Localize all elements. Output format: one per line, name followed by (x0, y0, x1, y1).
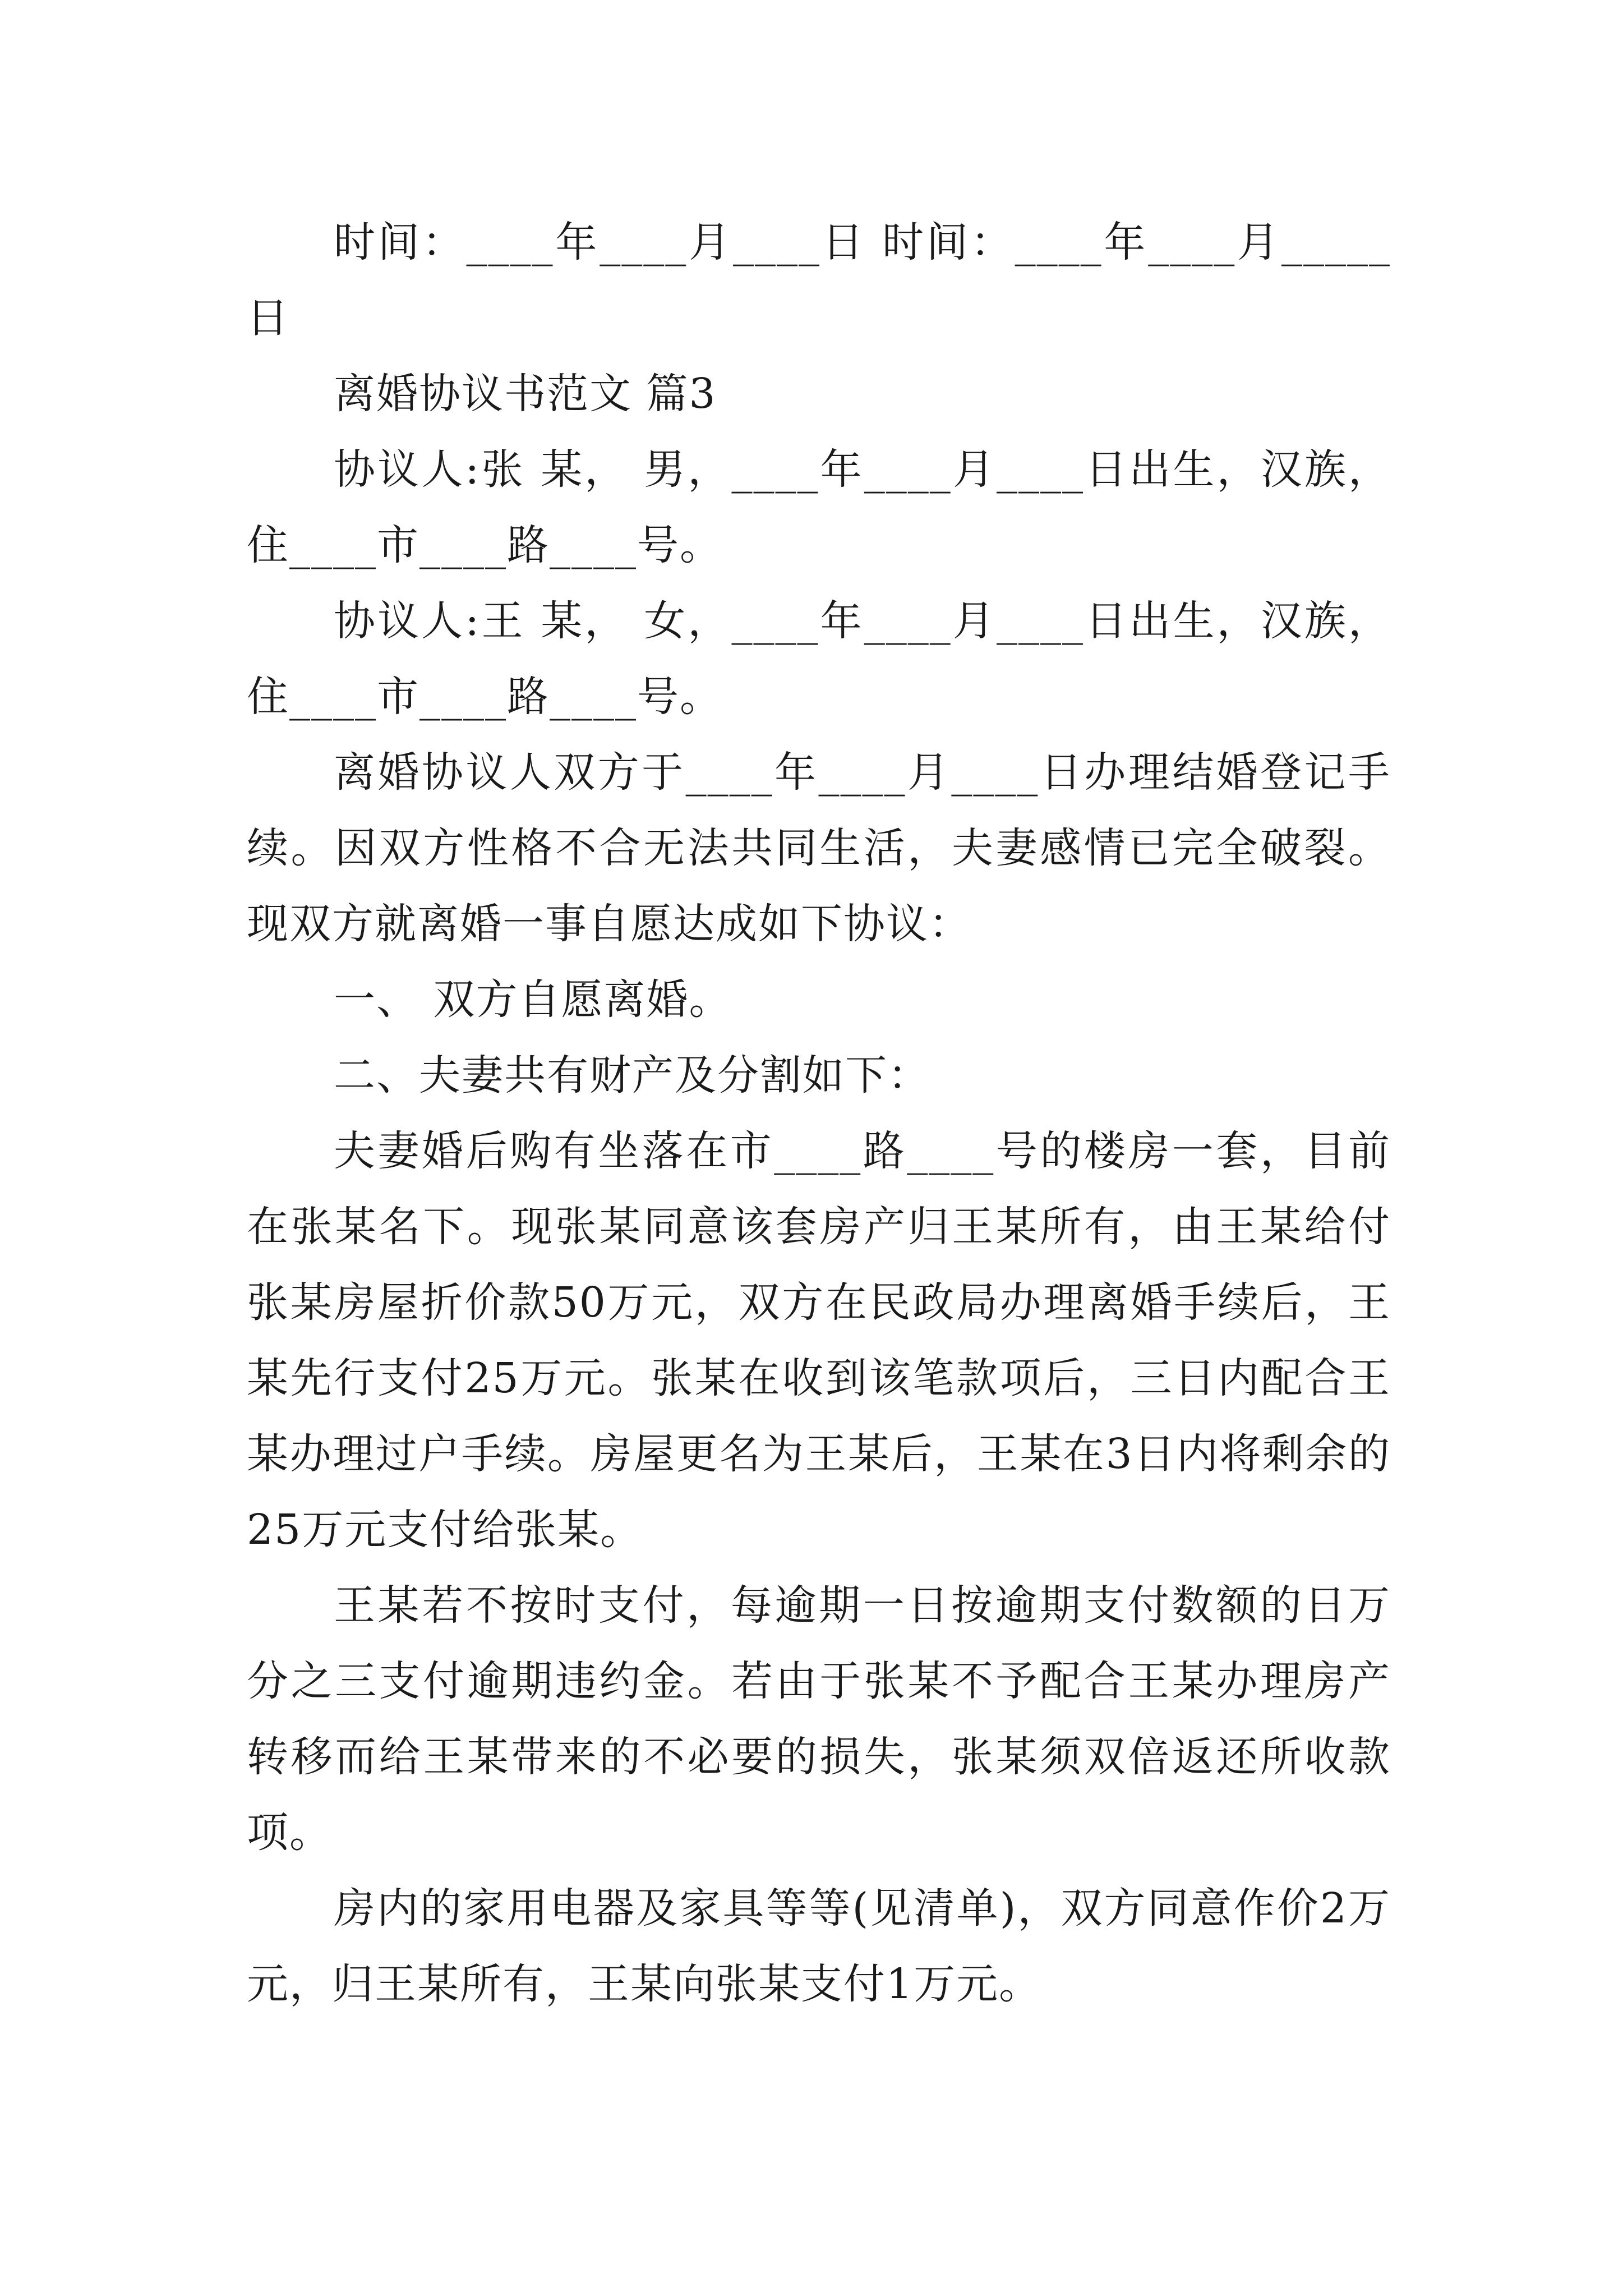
furniture-paragraph: 房内的家用电器及家具等等(见清单)，双方同意作价2万元，归王某所有，王某向张某支付1万元。 (247, 1884, 1391, 2008)
clause-one: 一、 双方自愿离婚。 (334, 976, 732, 1024)
penalty-paragraph: 王某若不按时支付，每逾期一日按逾期支付数额的日万分之三支付逾期违约金。若由于张某不予配合王某办理房产转移而给王某带来的不必要的损失，张某须双倍返还所收款项。 (247, 1581, 1391, 1857)
property-paragraph: 夫妻婚后购有坐落在市____路____号的楼房一套，目前在张某名下。现张某同意该套房产归王某所有，由王某给付张某房屋折价款50万元，双方在民政局办理离婚手续后，王某先行支付25万元。张某在收到该笔款项后，三日内配合王某办理过户手续。房屋更名为王某后，王某在3日内将剩余的25万元支付给张某。 (247, 1127, 1391, 1554)
clause-two: 二、夫妻共有财产及分割如下： (334, 1051, 930, 1099)
document-body (247, 205, 1391, 2022)
party-zhang: 协议人:张 某， 男，____年____月____日出生，汉族，住____市____路____号。 (247, 445, 1391, 569)
marriage-statement: 离婚协议人双方于____年____月____日办理结婚登记手续。因双方性格不合无法共同生活，夫妻感情已完全破裂。现双方就离婚一事自愿达成如下协议： (247, 748, 1391, 948)
section-heading: 离婚协议书范文 篇3 (334, 370, 717, 418)
date-line: 时间：____年____月____日 时间：____年____月_____日 (247, 218, 1391, 342)
party-wang: 协议人:王 某， 女，____年____月____日出生，汉族，住____市____路____号。 (247, 597, 1391, 721)
